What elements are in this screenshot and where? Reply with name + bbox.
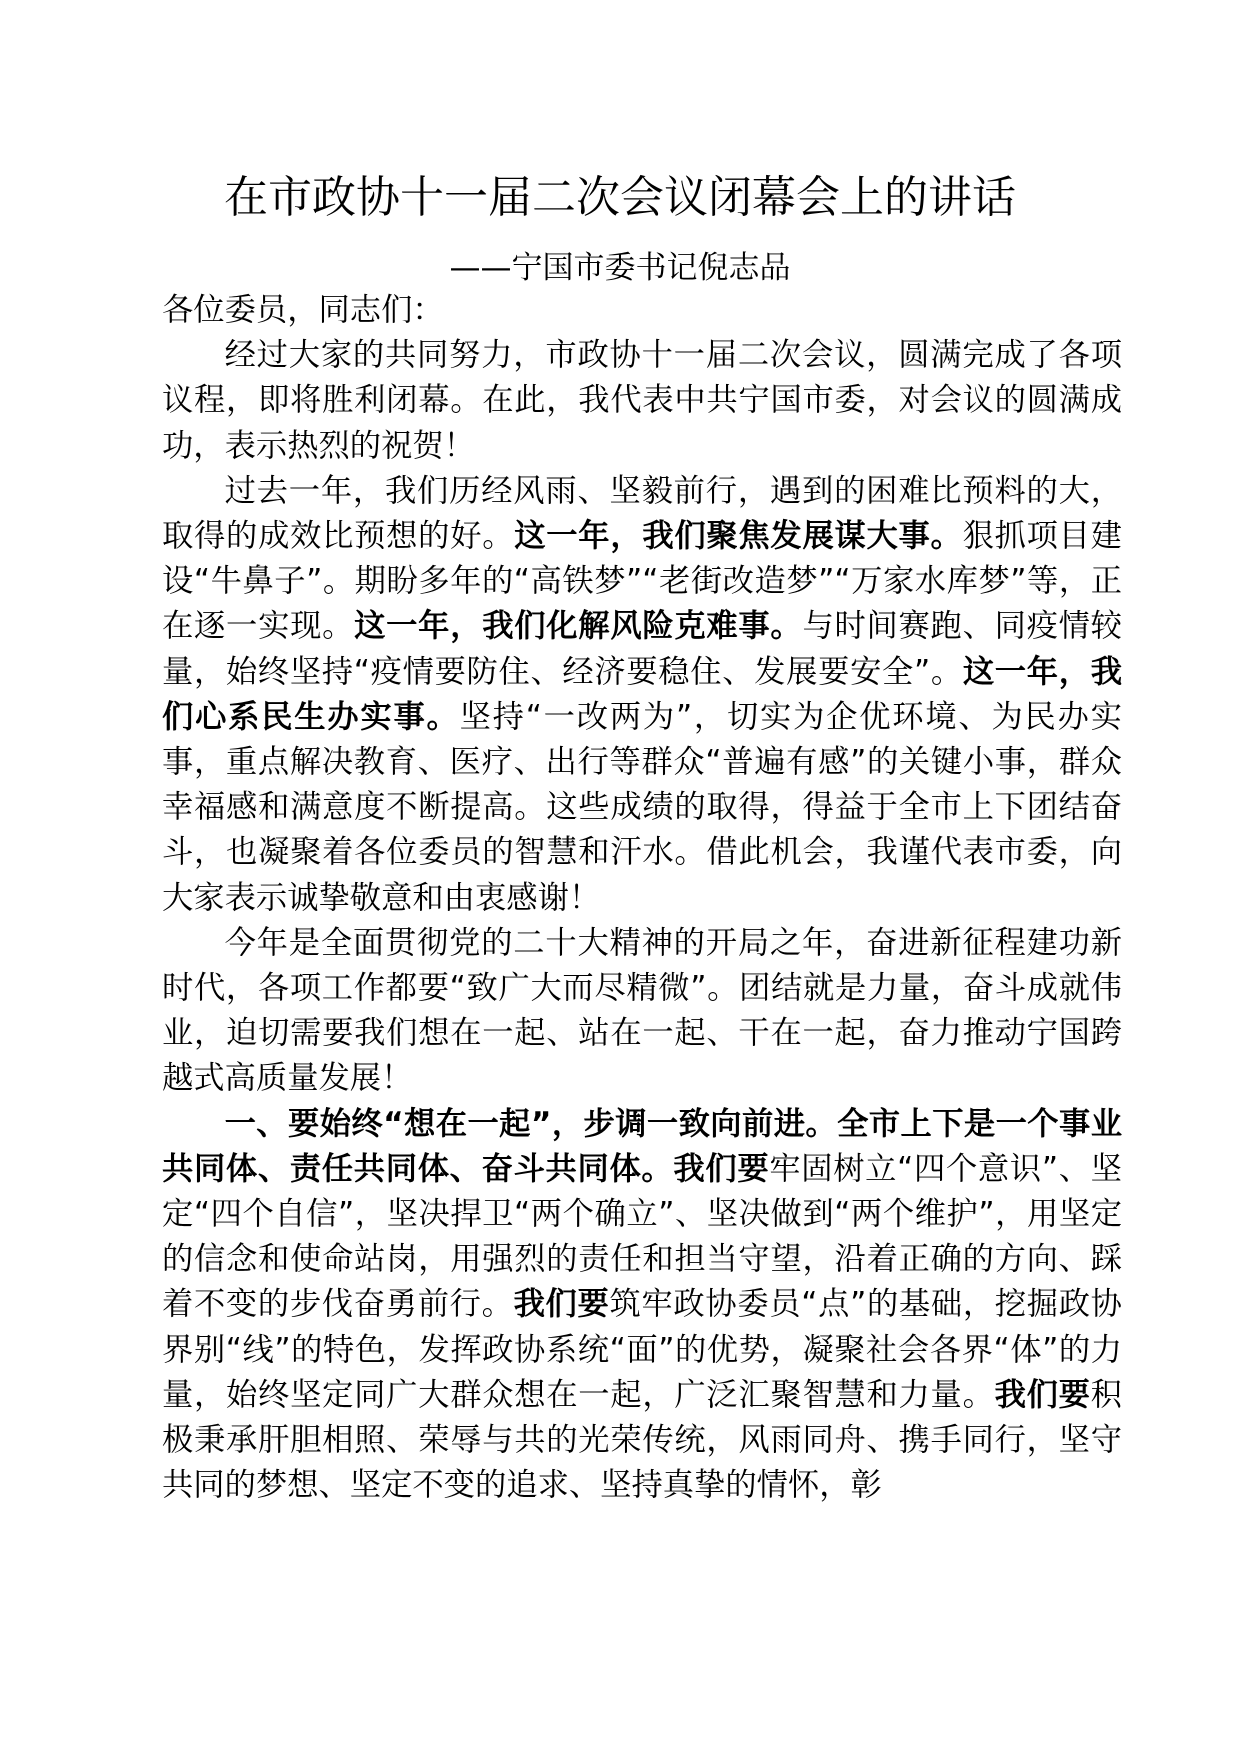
paragraph-2 [162, 469, 1122, 921]
document-body [162, 288, 1122, 1508]
text-run: 狠抓项目建设“牛鼻子”。期盼多年的“高铁梦”“老街改造梦”“万家水库梦”等，正在逐一实现。 [162, 518, 1122, 645]
bold-heading: 这一年，我们聚焦发展谋大事。 [514, 518, 963, 555]
bold-lead: 我们要 [513, 1286, 610, 1323]
document-subtitle: ——宁国市委书记倪志品 [449, 250, 791, 286]
bold-heading: 这一年，我们心系民生办实事。 [162, 653, 1122, 735]
salutation: 各位委员，同志们： [162, 292, 444, 328]
text-run: 与时间赛跑、同疫情较量，始终坚持“疫情要防住、经济要稳住、发展要安全”。 [162, 608, 1122, 690]
paragraph-1 [162, 333, 1122, 469]
text-run: 积极秉承肝胆相照、荣辱与共的光荣传统，风雨同舟、携手同行，坚守共同的梦想、坚定不变的追求、坚持真挚的情怀，彰 [162, 1376, 1122, 1504]
text-run: 筑牢政协委员“点”的基础，挖掘政协界别“线”的特色，发挥政协系统“面”的优势，凝聚社会各界“体”的力量，始终坚定同广大群众想在一起，广泛汇聚智慧和力量。 [162, 1286, 1122, 1413]
text-run: 经过大家的共同努力，市政协十一届二次会议，圆满完成了各项议程，即将胜利闭幕。在此，我代表中共宁国市委，对会议的圆满成功，表示热烈的祝贺！ [162, 337, 1122, 464]
bold-lead: 我们要 [673, 1150, 770, 1187]
document-title: 在市政协十一届二次会议闭幕会上的讲话 [224, 172, 1016, 223]
bold-heading: 这一年，我们化解风险克难事。 [354, 608, 803, 645]
section-heading: 一、要始终“想在一起”，步调一致向前进。全市上下是一个事业共同体、责任共同体、奋斗共同体。 [162, 1105, 1122, 1187]
bold-lead: 我们要 [994, 1376, 1091, 1413]
text-run: 坚持“一改两为”，切实为企优环境、为民办实事，重点解决教育、医疗、出行等群众“普遍有感”的关键小事，群众幸福感和满意度不断提高。这些成绩的取得，得益于全市上下团结奋斗，也凝聚着各位委员的智慧和汗水。借此机会，我谨代表市委，向大家表示诚挚敬意和由衷感谢！ [162, 698, 1122, 916]
paragraph-3 [162, 921, 1122, 1102]
text-run: 牢固树立“四个意识”、坚定“四个自信”，坚决捍卫“两个确立”、坚决做到“两个维护”，用坚定的信念和使命站岗，用强烈的责任和担当守望，沿着正确的方向、踩着不变的步伐奋勇前行。 [162, 1150, 1122, 1323]
text-run: 过去一年，我们历经风雨、坚毅前行，遇到的困难比预料的大，取得的成效比预想的好。 [162, 472, 1122, 555]
text-run: 今年是全面贯彻党的二十大精神的开局之年，奋进新征程建功新时代，各项工作都要“致广大而尽精微”。团结就是力量，奋斗成就伟业，迫切需要我们想在一起、站在一起、干在一起，奋力推动宁国跨越式高质量发展！ [162, 924, 1122, 1097]
paragraph-4 [162, 1102, 1122, 1509]
